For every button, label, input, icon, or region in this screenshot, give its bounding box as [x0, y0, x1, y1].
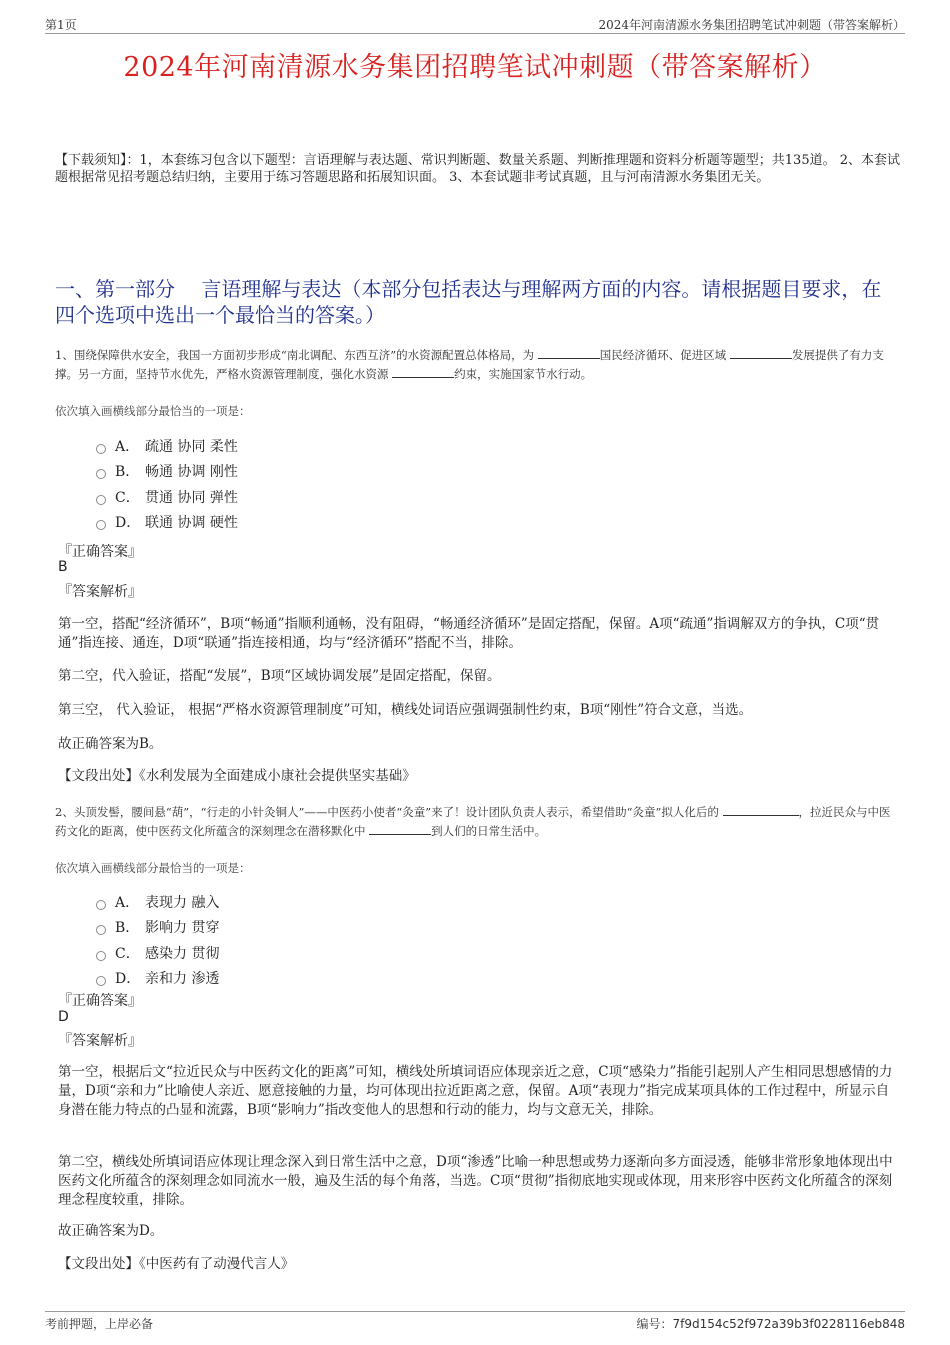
radio-icon[interactable] [96, 976, 106, 986]
question-1-text-part: 约束，实施国家节水行动。 [454, 367, 593, 381]
radio-icon[interactable] [96, 444, 106, 454]
option-b[interactable] [96, 459, 238, 485]
option-letter: D． [115, 515, 141, 532]
option-letter: B． [115, 920, 140, 937]
analysis-paragraph: 第一空，根据后文“拉近民众与中医药文化的距离”可知，横线处所填词语应体现亲近之意，C项“感染力”指能引起别人产生相同思想感情的力量，D项“亲和力”比喻使人亲近、愿意接触的力量，均可体现出拉近距离之意，保留。A项“表现力”指完成某项具体的工作过程中，所显示自身潜在能力特点的凸显和流露，B项“影响力”指改变他人的思想和行动的能力，均与文意无关，排除。 [58, 1064, 893, 1118]
answer-blank [723, 803, 799, 816]
option-d[interactable] [96, 966, 219, 992]
analysis-paragraph: 第二空，代入验证，搭配“发展”，B项“区域协调发展”是固定搭配，保留。 [58, 668, 501, 684]
document-title: 2024年河南清源水务集团招聘笔试冲刺题（带答案解析） [123, 52, 827, 83]
radio-icon[interactable] [96, 520, 106, 530]
analysis-paragraph: 第一空，搭配“经济循环”，B项“畅通”指顺利通畅，没有阻碍，“畅通经济循环”是固定搭配，保留。A项“疏通”指调解双方的争执，C项“贯通”指连接、通连，D项“联通”指连接相通，均与“经济循环”搭配不当，排除。 [58, 616, 880, 651]
analysis-conclusion: 故正确答案为B。 [58, 736, 163, 752]
option-b[interactable] [96, 915, 219, 941]
footer-slogan: 考前押题，上岸必备 [45, 1317, 154, 1331]
question-1-options [96, 433, 238, 535]
option-letter: D． [115, 971, 141, 988]
question-1-text-part: 国民经济循环、促进区域 [599, 348, 727, 362]
question-2-text-part: 2、头顶发髻，腰间悬“葫”，“行走的小针灸铜人”——中医药小使者“灸童”来了！设计团队负责人表示，希望借助“灸童”拟人化后的 [55, 805, 719, 819]
option-text: 影响力 贯穿 [145, 920, 220, 937]
radio-icon[interactable] [96, 469, 106, 479]
radio-icon[interactable] [96, 925, 106, 935]
analysis-label: 『答案解析』 [58, 584, 142, 600]
question-1-prompt: 依次填入画横线部分最恰当的一项是： [55, 404, 251, 418]
option-text: 联通 协调 硬性 [145, 515, 238, 532]
option-letter: A． [115, 894, 140, 911]
radio-icon[interactable] [96, 951, 106, 961]
option-text: 感染力 贯彻 [145, 945, 220, 962]
question-2-text-part: ，拉近民众与中医药文化的距离，使中医药文化所蕴含的深刻理念在潜移默化中 [55, 805, 891, 838]
option-c[interactable] [96, 484, 238, 510]
question-2-stem [55, 803, 900, 841]
source-citation: 【文段出处】《中医药有了动漫代言人》 [58, 1256, 295, 1272]
option-letter: B． [115, 464, 140, 481]
page-header [45, 14, 905, 34]
analysis-paragraph: 第三空， 代入验证， 根据“严格水资源管理制度”可知，横线处词语应强调强制性约束，B项“刚性”符合文意，当选。 [58, 702, 753, 718]
option-text: 亲和力 渗透 [145, 971, 220, 988]
document-id [637, 1315, 905, 1332]
option-c[interactable] [96, 940, 219, 966]
section-heading: 一、第一部分 言语理解与表达（本部分包括表达与理解两方面的内容。请根据题目要求，在四个选项中选出一个最恰当的答案。） [55, 277, 882, 327]
question-1-stem [55, 346, 900, 384]
question-2-options [96, 889, 219, 991]
option-text: 表现力 融入 [145, 894, 220, 911]
question-1-text-part: 发展提供了有力支撑。另一方面，坚持节水优先，严格水资源管理制度，强化水资源 [55, 348, 884, 381]
correct-answer: D [58, 1009, 69, 1025]
document-id-value: 7f9d154c52f972a39b3f0228116eb848 [672, 1317, 905, 1331]
analysis-conclusion: 故正确答案为D。 [58, 1223, 164, 1239]
page-number: 第1页 [45, 18, 77, 32]
page-footer [45, 1311, 905, 1335]
option-a[interactable] [96, 433, 238, 459]
option-text: 疏通 协同 柔性 [145, 438, 238, 455]
answer-blank [730, 346, 792, 359]
correct-answer: B [58, 559, 68, 575]
answer-blank [538, 346, 600, 359]
question-2-text-part: 到人们的日常生活中。 [431, 824, 547, 838]
option-a[interactable] [96, 889, 219, 915]
option-letter: C． [115, 489, 140, 506]
correct-answer-label: 『正确答案』 [58, 544, 142, 560]
radio-icon[interactable] [96, 495, 106, 505]
radio-icon[interactable] [96, 900, 106, 910]
analysis-label: 『答案解析』 [58, 1033, 142, 1049]
option-text: 畅通 协调 刚性 [145, 464, 238, 481]
correct-answer-label: 『正确答案』 [58, 993, 142, 1009]
source-citation: 【文段出处】《水利发展为全面建成小康社会提供坚实基础》 [58, 768, 416, 784]
header-doc-title: 2024年河南清源水务集团招聘笔试冲刺题（带答案解析） [598, 18, 905, 32]
option-text: 贯通 协同 弹性 [145, 489, 238, 506]
option-d[interactable] [96, 510, 238, 536]
option-letter: C． [115, 945, 140, 962]
answer-blank [369, 822, 431, 835]
question-1-text-part: 1、围绕保障供水安全，我国一方面初步形成“南北调配、东西互济”的水资源配置总体格局，为 [55, 348, 535, 362]
document-id-label: 编号： [636, 1317, 673, 1331]
download-notice: 【下载须知】：1，本套练习包含以下题型：言语理解与表达题、常识判断题、数量关系题、判断推理题和资料分析题等题型；共135道。 2、本套试题根据常见招考题总结归纳，主要用于练习答题思路和拓展知识面。 3、本套试题非考试真题，且与河南清源水务集团无关。 [55, 153, 900, 185]
question-2-prompt: 依次填入画横线部分最恰当的一项是： [55, 861, 251, 875]
answer-blank [392, 365, 454, 378]
option-letter: A． [115, 438, 140, 455]
analysis-paragraph: 第二空，横线处所填词语应体现让理念深入到日常生活中之意，D项“渗透”比喻一种思想或势力逐渐向多方面浸透，能够非常形象地体现出中医药文化所蕴含的深刻理念如同流水一般，遍及生活的每个角落，当选。C项“贯彻”指彻底地实现或体现，用来形容中医药文化所蕴含的深刻理念程度较重，排除。 [58, 1154, 893, 1208]
